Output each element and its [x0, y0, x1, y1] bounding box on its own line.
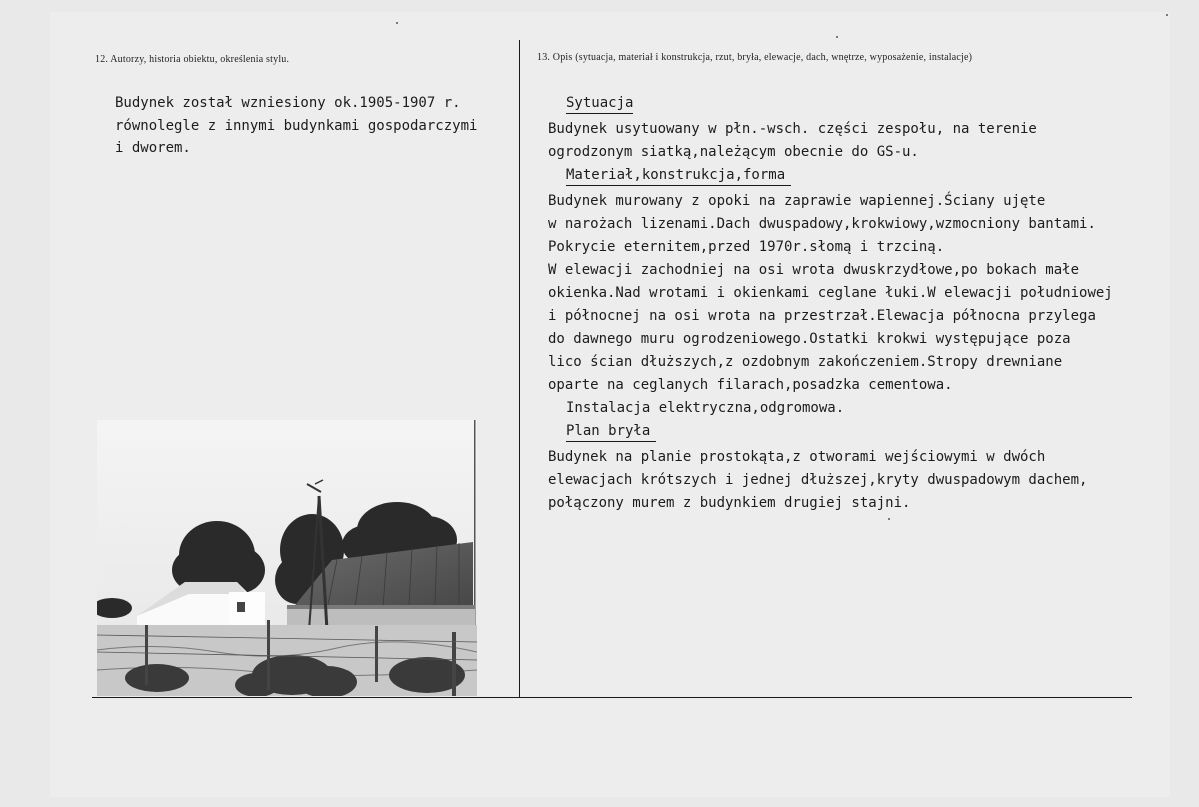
section-title-plan: Plan bryła	[566, 422, 656, 442]
text-line: Budynek usytuowany w płn.-wsch. części zespołu, na terenie	[548, 121, 1037, 137]
text-line: W elewacji zachodniej na osi wrota dwuskrzydłowe,po bokach małe	[548, 262, 1080, 278]
description-text	[548, 92, 1168, 515]
building-photo	[97, 420, 477, 696]
column-divider	[519, 40, 520, 698]
speck	[396, 22, 398, 24]
section-title-material: Materiał,konstrukcja,forma	[566, 166, 791, 186]
text-line: Instalacja elektryczna,odgromowa.	[566, 400, 845, 416]
text-line: i północnej na osi wrota na przestrzał.Elewacja północna przylega	[548, 308, 1096, 324]
section-title-sytuacja: Sytuacja	[566, 94, 633, 114]
text-line: Budynek na planie prostokąta,z otworami wejściowymi w dwóch	[548, 449, 1046, 465]
text-line: elewacjach krótszych i jednej dłuższej,kryty dwuspadowym dachem,	[548, 472, 1088, 488]
text-line: Pokrycie eternitem,przed 1970r.słomą i trzciną.	[548, 239, 945, 255]
section-12-header: 12. Autorzy, historia obiektu, określenia stylu.	[95, 54, 290, 65]
history-text: Budynek został wzniesiony ok.1905-1907 r. równolegle z innymi budynkami gospodarczymi i dworem.	[115, 95, 478, 156]
text-line: połączony murem z budynkiem drugiej stajni.	[548, 495, 911, 511]
text-line: okienka.Nad wrotami i okienkami ceglane łuki.W elewacji południowej	[548, 285, 1113, 301]
speck	[836, 36, 838, 38]
bottom-rule	[92, 697, 1132, 698]
text-line: w narożach lizenami.Dach dwuspadowy,krokwiowy,wzmocniony bantami.	[548, 216, 1096, 232]
text-line: lico ścian dłuższych,z ozdobnym zakończeniem.Stropy drewniane	[548, 354, 1063, 370]
text-line: ogrodzonym siatką,należącym obecnie do GS-u.	[548, 144, 919, 160]
section-13-header: 13. Opis (sytuacja, materiał i konstrukcja, rzut, bryła, elewacje, dach, wnętrze, wyposażenie, instalacje)	[537, 52, 973, 63]
speck	[888, 518, 890, 520]
speck	[1166, 14, 1168, 16]
text-line: oparte na ceglanych filarach,posadzka cementowa.	[548, 377, 953, 393]
text-line: do dawnego muru ogrodzeniowego.Ostatki krokwi występujące poza	[548, 331, 1071, 347]
text-line: Budynek murowany z opoki na zaprawie wapiennej.Ściany ujęte	[548, 193, 1046, 209]
